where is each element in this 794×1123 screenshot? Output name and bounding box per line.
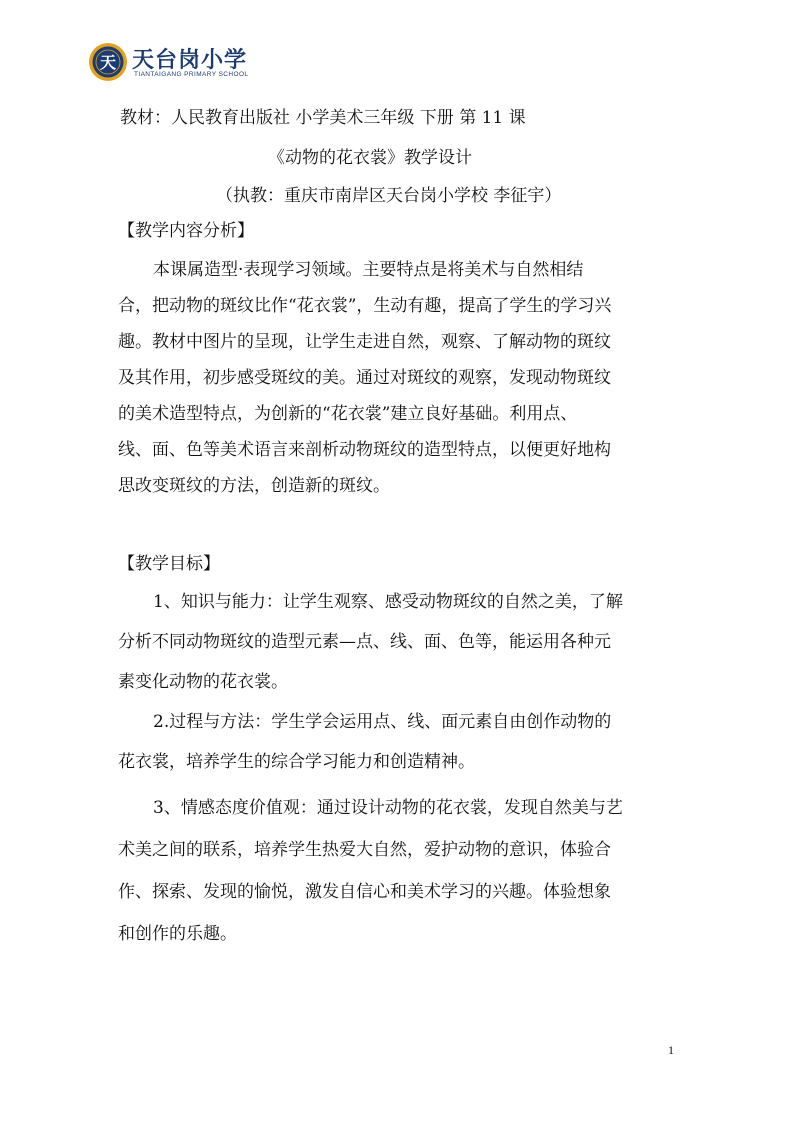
school-name-en: TIANTAIGANG PRIMARY SCHOOL bbox=[134, 71, 249, 78]
content-analysis-line: 及其作用，初步感受斑纹的美。通过对斑纹的观察，发现动物斑纹 bbox=[118, 368, 611, 388]
section-heading-content-analysis: 【教学内容分析】 bbox=[118, 221, 254, 241]
school-emblem-icon bbox=[88, 42, 128, 82]
emblem-char: 天 bbox=[99, 53, 117, 72]
content-analysis-line: 线、面、色等美术语言来剖析动物斑纹的造型特点，以便更好地构 bbox=[118, 440, 611, 460]
goal-line: 和创作的乐趣。 bbox=[118, 924, 237, 944]
school-name-cn: 天台岗小学 bbox=[132, 48, 248, 73]
page-title: 《动物的花衣裳》教学设计 bbox=[268, 148, 472, 168]
content-analysis-line: 的美术造型特点，为创新的“花衣裳”建立良好基础。利用点、 bbox=[118, 404, 578, 424]
goal-line: 2.过程与方法：学生学会运用点、线、面元素自由创作动物的 bbox=[153, 712, 612, 732]
content-analysis-line: 合，把动物的斑纹比作“花衣裳”，生动有趣，提高了学生的学习兴 bbox=[118, 296, 612, 316]
goal-line: 花衣裳，培养学生的综合学习能力和创造精神。 bbox=[118, 752, 475, 772]
goal-line: 3、情感态度价值观：通过设计动物的花衣裳，发现自然美与艺 bbox=[153, 798, 623, 818]
section-heading-teaching-goals: 【教学目标】 bbox=[118, 554, 220, 574]
content-analysis-line: 本课属造型·表现学习领域。主要特点是将美术与自然相结 bbox=[153, 260, 584, 280]
material-line: 教材：人民教育出版社 小学美术三年级 下册 第 11 课 bbox=[120, 108, 526, 128]
goal-line: 作、探索、发现的愉悦，激发自信心和美术学习的兴趣。体验想象 bbox=[118, 882, 611, 902]
goal-line: 素变化动物的花衣裳。 bbox=[118, 672, 288, 692]
goal-line: 分析不同动物斑纹的造型元素—点、线、面、色等，能运用各种元 bbox=[118, 632, 611, 652]
goal-line: 1、知识与能力：让学生观察、感受动物斑纹的自然之美，了解 bbox=[153, 592, 623, 612]
page-number: 1 bbox=[668, 1043, 674, 1057]
content-analysis-line: 趣。教材中图片的呈现，让学生走进自然，观察、了解动物的斑纹 bbox=[118, 332, 611, 352]
goal-line: 术美之间的联系，培养学生热爱大自然，爱护动物的意识，体验合 bbox=[118, 840, 611, 860]
author-line: （执教：重庆市南岸区天台岗小学校 李征宇） bbox=[216, 186, 562, 206]
content-analysis-line: 思改变斑纹的方法，创造新的斑纹。 bbox=[118, 476, 390, 496]
